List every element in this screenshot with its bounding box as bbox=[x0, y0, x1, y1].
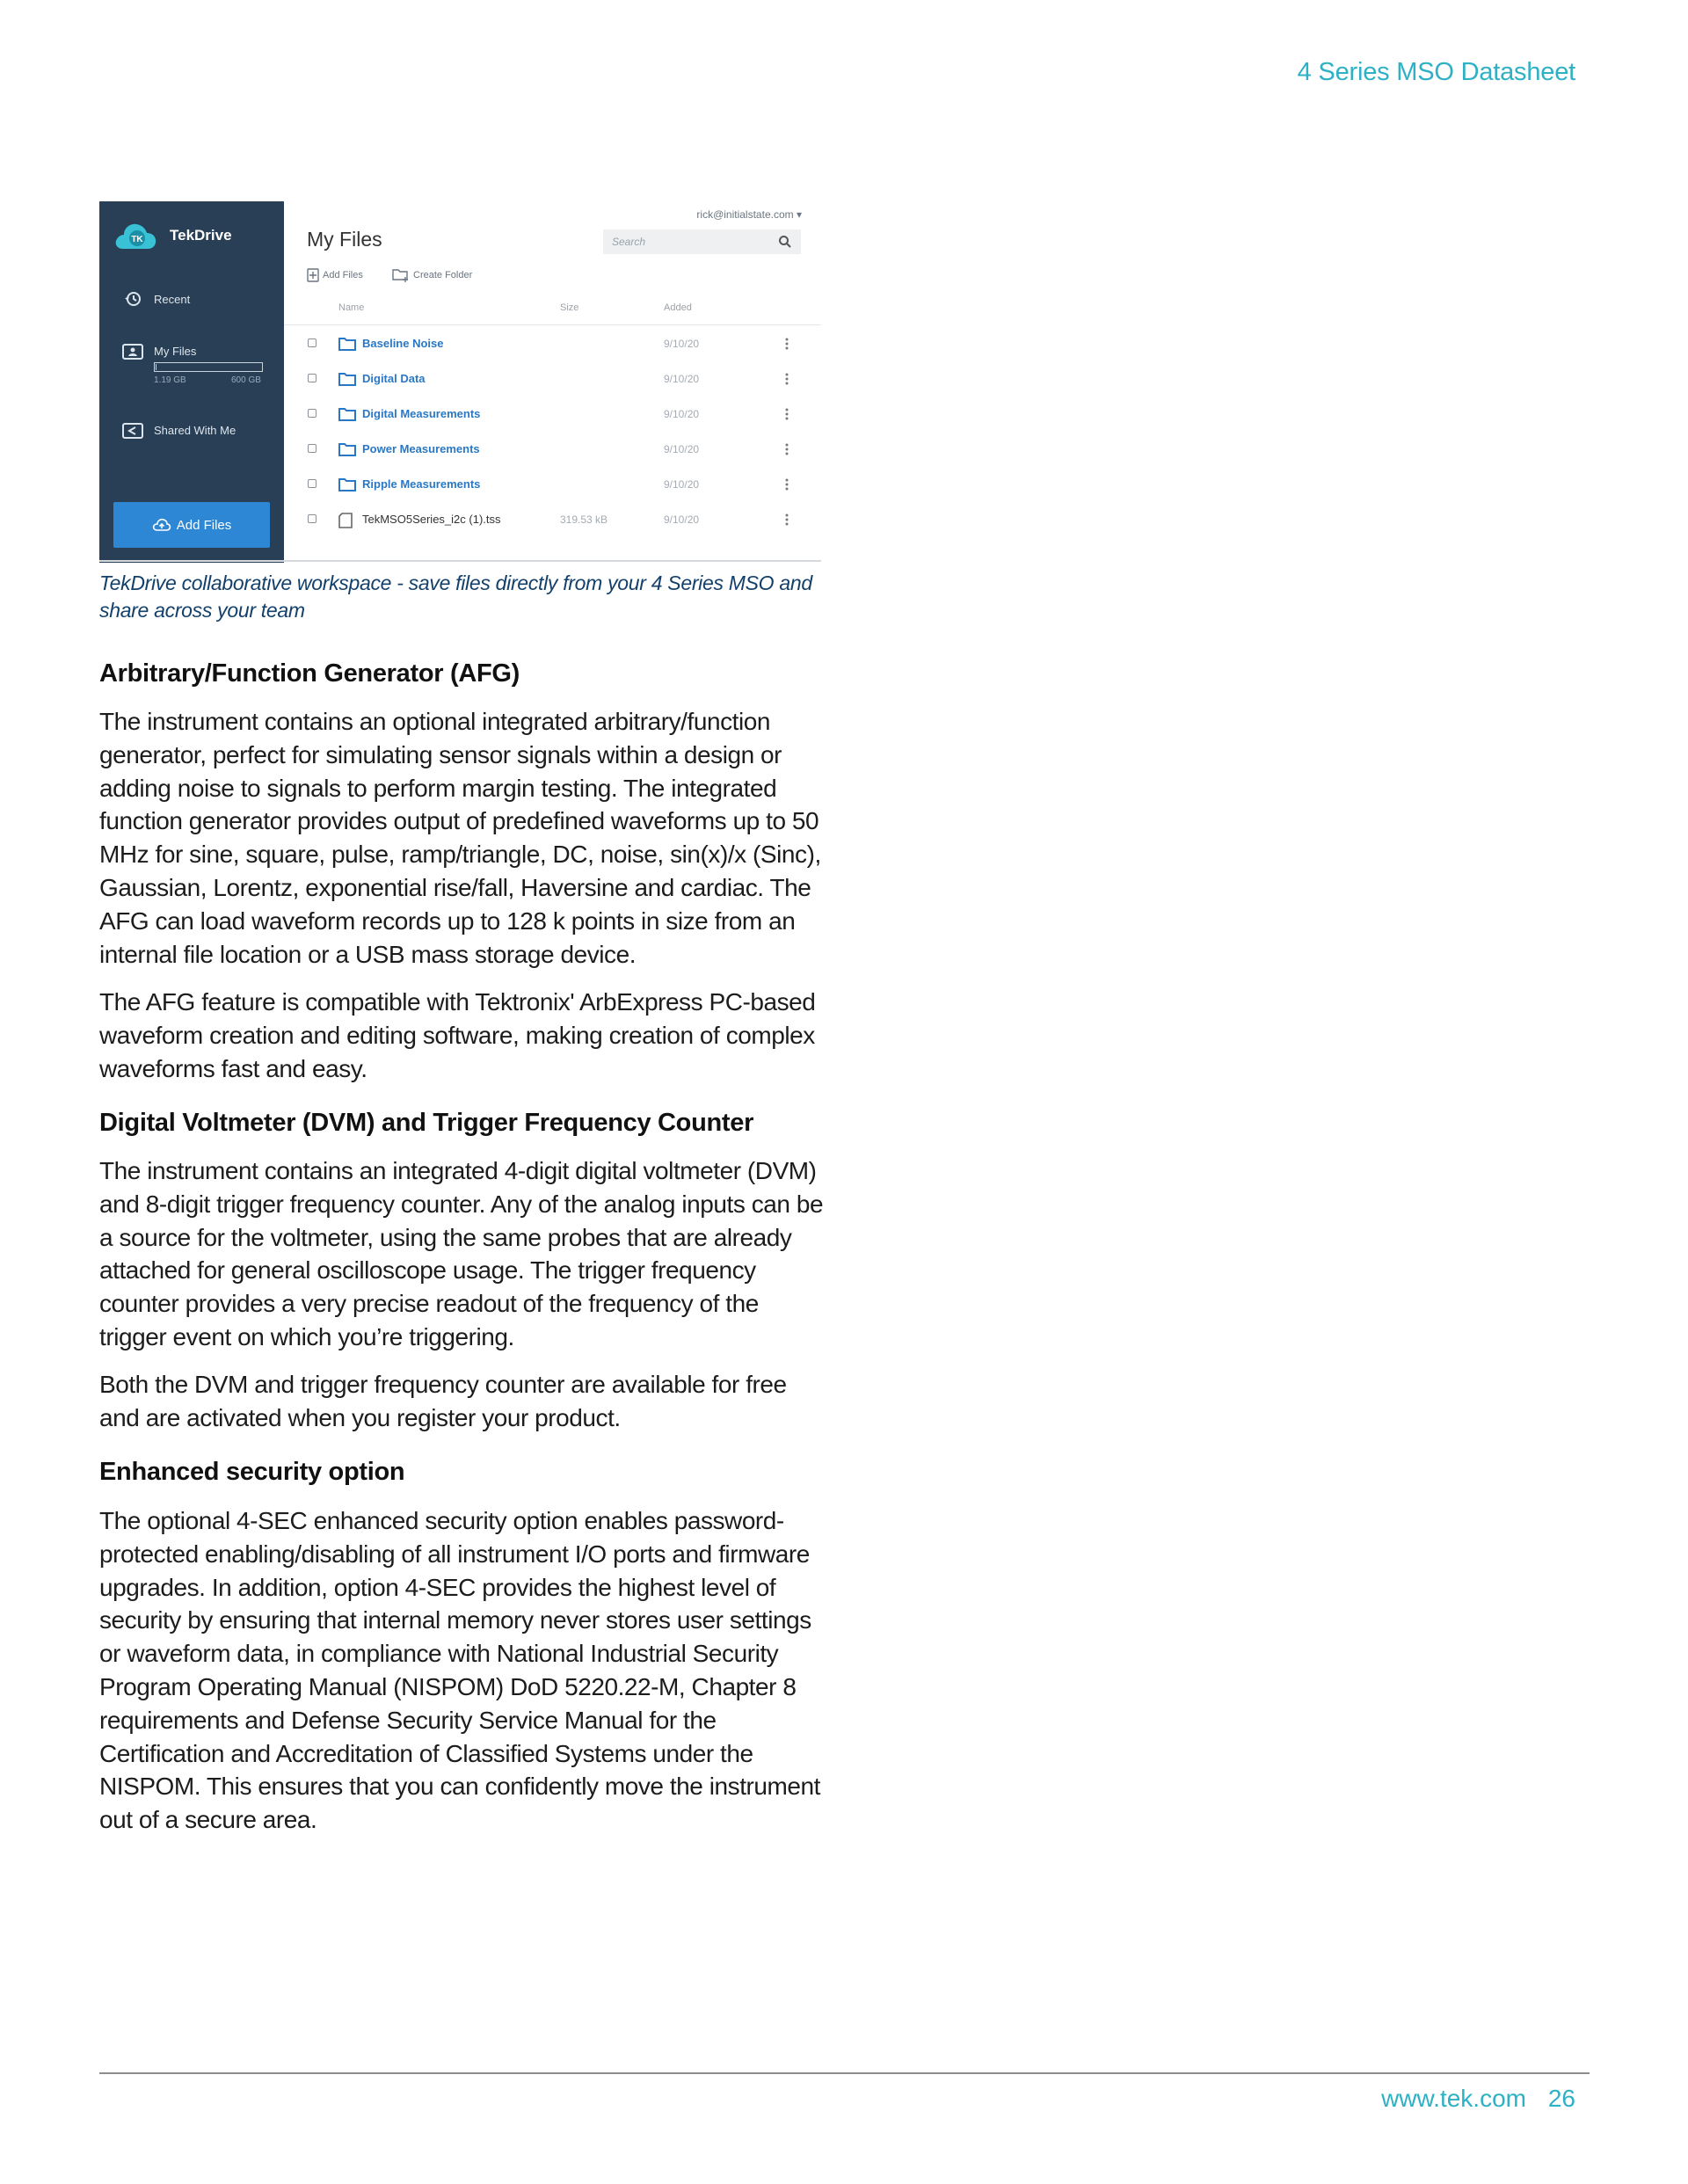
more-vertical-icon[interactable] bbox=[785, 373, 789, 385]
paragraph-afg-2: The AFG feature is compatible with Tektronix' ArbExpress PC-based waveform creation and editing software, making creation of complex waveforms fast and easy. bbox=[99, 988, 816, 1082]
row-checkbox[interactable] bbox=[308, 514, 316, 523]
add-files-button[interactable] bbox=[113, 502, 270, 548]
file-name[interactable]: Digital Data bbox=[362, 372, 426, 385]
nav-label-shared: Shared With Me bbox=[154, 423, 236, 437]
file-added-date: 9/10/20 bbox=[664, 443, 700, 455]
heading-security: Enhanced security option bbox=[99, 1458, 405, 1486]
nav-label-recent: Recent bbox=[154, 292, 191, 306]
paragraph-afg-1: The instrument contains an optional integrated arbitrary/function generator, perfect for simulating sensor signals within a design or adding noise to signals to perform margin testing. The integrated function generator provides output of predefined waveforms up to 50 MHz for sine, square, pulse, ramp/triangle, DC, noise, sin(x)/x (Sinc), Gaussian, Lorentz, exponential rise/fall, Haversine and cardiac. The AFG can load waveform records up to 128 k points in size from an internal file location or a USB mass storage device. bbox=[99, 708, 821, 968]
user-email: rick@initialstate.com bbox=[696, 208, 794, 221]
column-header-size[interactable]: Size bbox=[560, 302, 579, 313]
tekdrive-screenshot-figure bbox=[99, 201, 821, 563]
row-checkbox[interactable] bbox=[308, 479, 316, 488]
paragraph-dvm-1: The instrument contains an integrated 4-digit digital voltmeter (DVM) and 8-digit trigger frequency counter. Any of the analog inputs can be a source for the voltmeter, using the same probes that are already attached for general oscilloscope usage. The trigger frequency counter provides a very precise readout of the frequency of the trigger event on which you’re triggering. bbox=[99, 1157, 824, 1350]
search-placeholder: Search bbox=[612, 236, 646, 248]
nav-label-my-files: My Files bbox=[154, 344, 197, 358]
page-title: My Files bbox=[307, 228, 382, 251]
file-name[interactable]: Baseline Noise bbox=[362, 337, 444, 350]
history-icon bbox=[122, 290, 143, 308]
heading-dvm: Digital Voltmeter (DVM) and Trigger Frequency Counter bbox=[99, 1109, 754, 1137]
file-added-date: 9/10/20 bbox=[664, 513, 700, 526]
file-added-date: 9/10/20 bbox=[664, 478, 700, 491]
file-size: 319.53 kB bbox=[560, 513, 608, 526]
document-header-title: 4 Series MSO Datasheet bbox=[1297, 58, 1575, 86]
table-row[interactable] bbox=[284, 502, 821, 537]
cloud-upload-icon bbox=[152, 518, 171, 532]
tekdrive-brand bbox=[113, 221, 232, 251]
more-vertical-icon[interactable] bbox=[785, 408, 789, 420]
add-files-button-label: Add Files bbox=[176, 517, 232, 533]
row-checkbox[interactable] bbox=[308, 409, 316, 418]
folder-icon bbox=[338, 372, 356, 386]
search-icon[interactable] bbox=[778, 235, 792, 249]
more-vertical-icon[interactable] bbox=[785, 513, 789, 526]
header-divider bbox=[284, 324, 821, 325]
file-name[interactable]: Power Measurements bbox=[362, 442, 480, 455]
file-icon bbox=[338, 513, 353, 528]
nav-item-recent[interactable] bbox=[122, 290, 190, 308]
tekdrive-main-panel bbox=[284, 201, 821, 563]
folder-icon bbox=[338, 442, 356, 456]
search-input[interactable] bbox=[603, 229, 801, 254]
storage-usage-bar bbox=[154, 362, 263, 372]
heading-afg: Arbitrary/Function Generator (AFG) bbox=[99, 659, 520, 688]
file-added-date: 9/10/20 bbox=[664, 408, 700, 420]
nav-item-shared[interactable] bbox=[122, 421, 236, 439]
row-checkbox[interactable] bbox=[308, 339, 316, 347]
paragraph-dvm-2: Both the DVM and trigger frequency counter are available for free and are activated when you register your product. bbox=[99, 1371, 787, 1431]
create-folder-icon bbox=[392, 268, 410, 282]
storage-used-label: 1.19 GB bbox=[154, 375, 186, 385]
toolbar-add-files[interactable] bbox=[307, 268, 363, 282]
folder-icon bbox=[338, 337, 356, 351]
tekdrive-cloud-logo-icon bbox=[113, 221, 157, 251]
file-name[interactable]: Ripple Measurements bbox=[362, 477, 481, 491]
add-file-icon bbox=[307, 268, 319, 282]
brand-name: TekDrive bbox=[170, 227, 232, 244]
user-menu[interactable] bbox=[696, 208, 802, 221]
more-vertical-icon[interactable] bbox=[785, 443, 789, 455]
figure-caption: TekDrive collaborative workspace - save files directly from your 4 Series MSO and share across your team bbox=[99, 571, 812, 622]
file-added-date: 9/10/20 bbox=[664, 373, 700, 385]
table-row[interactable] bbox=[284, 361, 821, 397]
column-header-added[interactable]: Added bbox=[664, 302, 692, 313]
toolbar-create-folder-label: Create Folder bbox=[413, 270, 473, 280]
toolbar-add-files-label: Add Files bbox=[323, 270, 363, 280]
table-row[interactable] bbox=[284, 467, 821, 502]
file-added-date: 9/10/20 bbox=[664, 338, 700, 350]
more-vertical-icon[interactable] bbox=[785, 478, 789, 491]
shared-folder-icon bbox=[122, 421, 143, 439]
row-checkbox[interactable] bbox=[308, 444, 316, 453]
more-vertical-icon[interactable] bbox=[785, 338, 789, 350]
file-name[interactable]: Digital Measurements bbox=[362, 407, 481, 420]
user-folder-icon bbox=[122, 342, 143, 360]
toolbar-create-folder[interactable] bbox=[392, 268, 472, 282]
folder-icon bbox=[338, 407, 356, 421]
footer-website-link[interactable]: www.tek.com bbox=[1381, 2085, 1526, 2112]
storage-total-label: 600 GB bbox=[231, 375, 261, 385]
table-row[interactable] bbox=[284, 432, 821, 467]
paragraph-security-1: The optional 4-SEC enhanced security option enables password-protected enabling/disabling of all instrument I/O ports and firmware upgrades. In addition, option 4-SEC provides the highest level of security by ensuring that internal memory never stores user settings or waveform data, in compliance with National Industrial Security Program Operating Manual (NISPOM) DoD 5220.22-M, Chapter 8 requirements and Defense Security Service Manual for the Certification and Accreditation of Classified Systems under the NISPOM. This ensures that you can confidently move the instrument out of a secure area. bbox=[99, 1507, 820, 1834]
nav-item-my-files[interactable] bbox=[122, 342, 196, 360]
chevron-down-icon: ▾ bbox=[796, 208, 802, 221]
footer-rule bbox=[99, 2072, 1590, 2074]
logo-monogram: TK bbox=[131, 235, 143, 244]
tekdrive-sidebar bbox=[99, 201, 284, 563]
folder-icon bbox=[338, 477, 356, 491]
file-name[interactable]: TekMSO5Series_i2c (1).tss bbox=[362, 513, 501, 526]
row-checkbox[interactable] bbox=[308, 374, 316, 382]
figure-bottom-rule bbox=[99, 560, 821, 562]
column-header-name[interactable]: Name bbox=[338, 302, 365, 313]
table-row[interactable] bbox=[284, 326, 821, 361]
footer-page-number: 26 bbox=[1547, 2085, 1575, 2112]
table-row[interactable] bbox=[284, 397, 821, 432]
